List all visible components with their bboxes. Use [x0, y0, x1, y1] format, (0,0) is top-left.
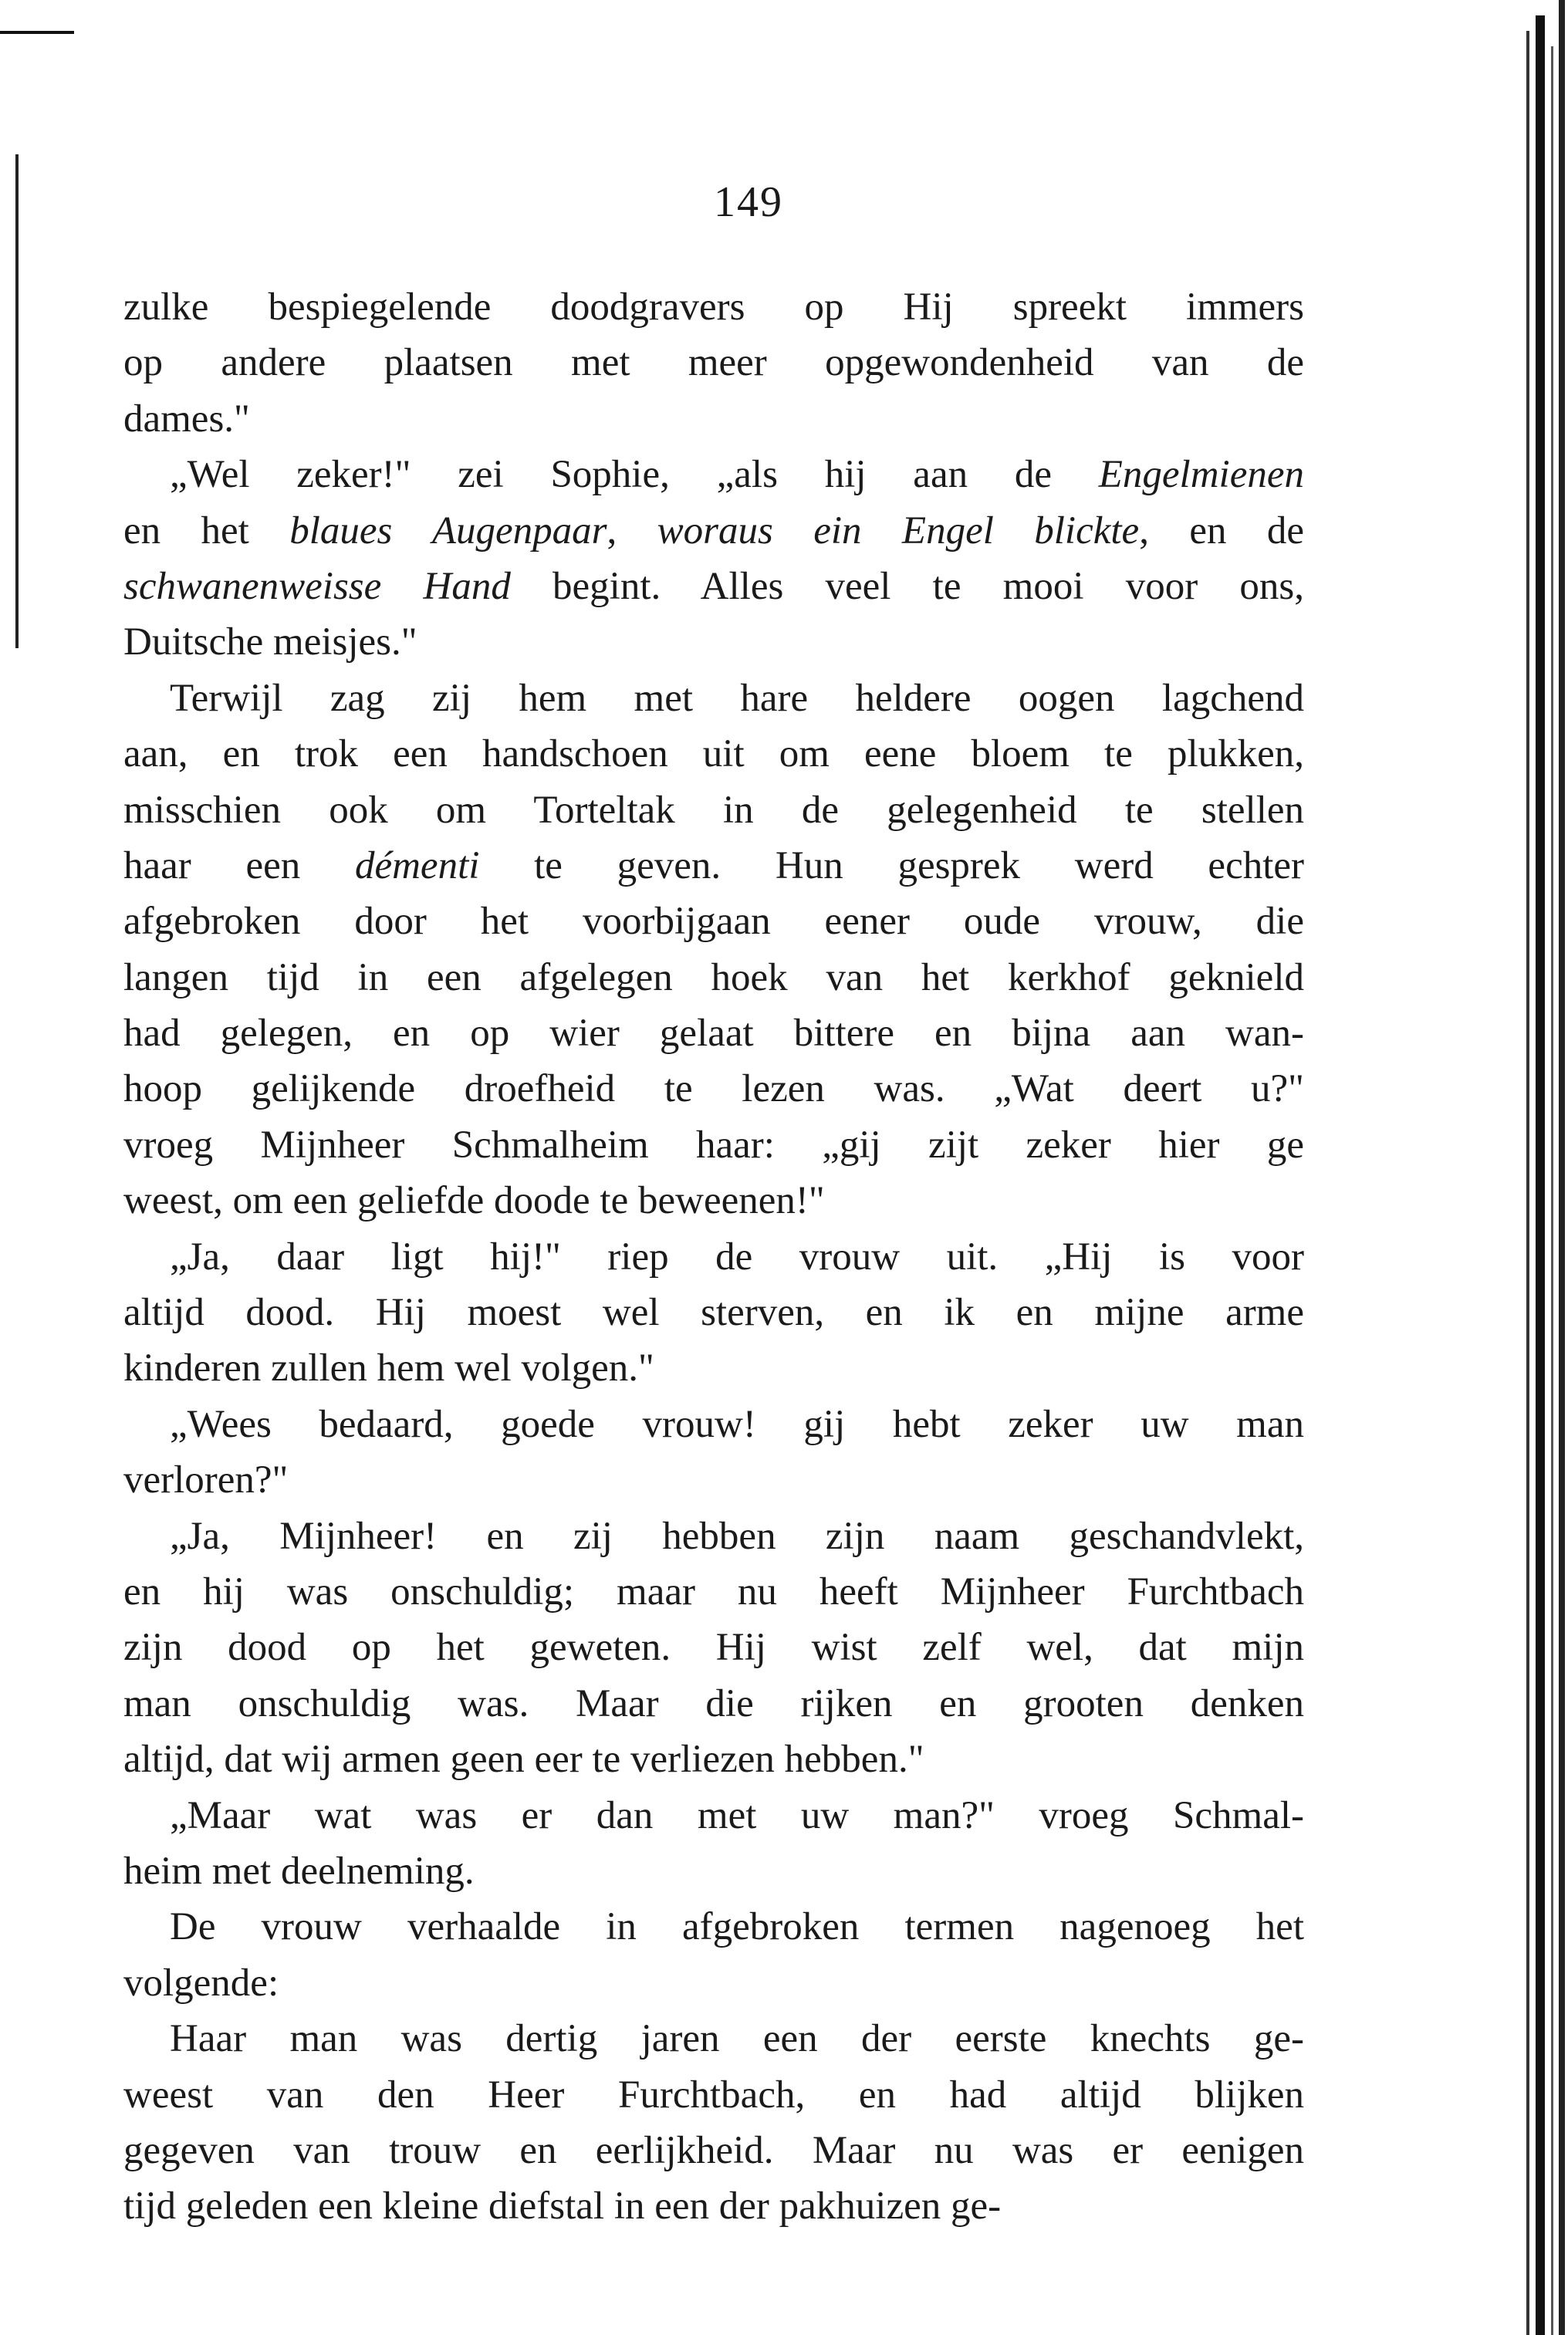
text-line	[123, 1397, 1304, 1452]
text-line	[123, 1005, 1304, 1061]
italic-text: blaues Augenpaar	[289, 509, 607, 552]
text-segment: aan, en trok een handschoen uit om eene bloem te plukken,	[123, 732, 1304, 776]
text-line	[123, 2011, 1304, 2066]
text-segment: te geven. Hun gesprek werd echter	[479, 843, 1304, 887]
edge-line	[1536, 15, 1545, 2335]
text-segment: altijd, dat wij armen geen eer te verliezen hebben."	[123, 1738, 924, 1782]
text-segment: had gelegen, en op wier gelaat bittere en bijna aan wan-	[123, 1012, 1304, 1056]
text-line	[123, 2067, 1304, 2123]
text-line	[123, 1899, 1304, 1955]
text-line	[123, 447, 1304, 502]
edge-line	[1526, 31, 1529, 2335]
text-segment: Haar man was dertig jaren een der eerste knechts ge-	[170, 2017, 1304, 2061]
text-line	[123, 838, 1304, 894]
text-segment: „Wees bedaard, goede vrouw! gij hebt zeker uw man	[170, 1402, 1304, 1446]
text-segment: ,	[607, 509, 657, 552]
text-segment: vroeg Mijnheer Schmalheim haar: „gij zijt zeker hier ge	[123, 1123, 1304, 1167]
text-line	[123, 1676, 1304, 1732]
text-segment: langen tijd in een afgelegen hoek van het kerkhof geknield	[123, 955, 1304, 999]
text-line	[123, 1340, 1304, 1396]
text-segment: weest van den Heer Furchtbach, en had altijd blijken	[123, 2073, 1304, 2117]
scan-left-margin-line	[15, 154, 19, 648]
text-line	[123, 1564, 1304, 1620]
text-line	[123, 1173, 1304, 1228]
text-line	[123, 335, 1304, 390]
text-line	[123, 1452, 1304, 1508]
page-number: 149	[714, 178, 783, 226]
text-segment: zijn dood op het geweten. Hij wist zelf wel, dat mijn	[123, 1626, 1304, 1670]
italic-text: Engelmienen	[1098, 453, 1304, 497]
text-segment: en hij was onschuldig; maar nu heeft Mijnheer Furchtbach	[123, 1570, 1304, 1614]
text-line	[123, 1732, 1304, 1787]
text-segment: „Ja, daar ligt hij!" riep de vrouw uit. „Hij is voor	[170, 1235, 1304, 1279]
text-line	[123, 503, 1304, 559]
text-line	[123, 1620, 1304, 1675]
text-line	[123, 2178, 1304, 2234]
text-line	[123, 1117, 1304, 1173]
text-segment: altijd dood. Hij moest wel sterven, en ik en mijne arme	[123, 1291, 1304, 1335]
italic-text: démenti	[354, 843, 480, 887]
text-line	[123, 726, 1304, 782]
text-segment: „Ja, Mijnheer! en zij hebben zijn naam geschandvlekt,	[170, 1514, 1304, 1558]
text-segment: Duitsche meisjes."	[123, 620, 417, 664]
text-segment: tijd geleden een kleine diefstal in een der pakhuizen ge-	[123, 2185, 1002, 2229]
text-segment: Terwijl zag zij hem met hare heldere oogen lagchend	[170, 676, 1304, 720]
text-line	[123, 671, 1304, 726]
text-segment: gegeven van trouw en eerlijkheid. Maar nu was er eenigen	[123, 2128, 1304, 2172]
text-segment: „Maar wat was er dan met uw man?" vroeg Schmal-	[170, 1793, 1304, 1837]
text-line	[123, 1843, 1304, 1899]
body-text	[123, 279, 1304, 2235]
text-segment: verloren?"	[123, 1458, 289, 1502]
text-line	[123, 950, 1304, 1005]
edge-line	[1559, 0, 1565, 2335]
text-segment: dames."	[123, 397, 250, 441]
text-segment: haar een	[123, 843, 355, 887]
italic-text: woraus ein Engel blickte	[657, 509, 1140, 552]
scan-right-edge	[1525, 0, 1568, 2335]
text-line	[123, 782, 1304, 838]
text-line	[123, 559, 1304, 614]
text-segment: „Wel zeker!" zei Sophie, „als hij aan de	[170, 453, 1099, 497]
text-segment: kinderen zullen hem wel volgen."	[123, 1347, 654, 1391]
text-line	[123, 1955, 1304, 2011]
text-segment: begint. Alles veel te mooi voor ons,	[510, 564, 1304, 608]
text-line	[123, 614, 1304, 670]
text-segment: , en de	[1139, 509, 1304, 552]
text-segment: man onschuldig was. Maar die rijken en grooten denken	[123, 1681, 1304, 1725]
text-line	[123, 1061, 1304, 1117]
text-line	[123, 1788, 1304, 1843]
text-segment: op andere plaatsen met meer opgewondenheid van de	[123, 341, 1304, 385]
text-segment: heim met deelneming.	[123, 1849, 475, 1893]
text-line	[123, 1509, 1304, 1564]
text-segment: volgende:	[123, 1961, 279, 2005]
text-segment: weest, om een geliefde doode te beweenen!"	[123, 1179, 825, 1223]
edge-line	[1551, 46, 1553, 2335]
text-line	[123, 1229, 1304, 1285]
text-segment: misschien ook om Torteltak in de gelegenheid te stellen	[123, 788, 1304, 832]
italic-text: schwanenweisse Hand	[123, 564, 511, 608]
text-line	[123, 279, 1304, 335]
text-line	[123, 894, 1304, 949]
text-segment: en het	[123, 509, 290, 552]
text-segment: hoop gelijkende droefheid te lezen was. „Wat deert u?"	[123, 1067, 1304, 1111]
text-segment: afgebroken door het voorbijgaan eener oude vrouw, die	[123, 900, 1304, 944]
scan-edge-mark	[0, 31, 74, 34]
text-segment: De vrouw verhaalde in afgebroken termen nagenoeg het	[170, 1905, 1304, 1949]
text-line	[123, 1285, 1304, 1340]
text-line	[123, 2123, 1304, 2178]
text-segment: zulke bespiegelende doodgravers op Hij spreekt immers	[123, 286, 1304, 329]
text-line	[123, 391, 1304, 447]
